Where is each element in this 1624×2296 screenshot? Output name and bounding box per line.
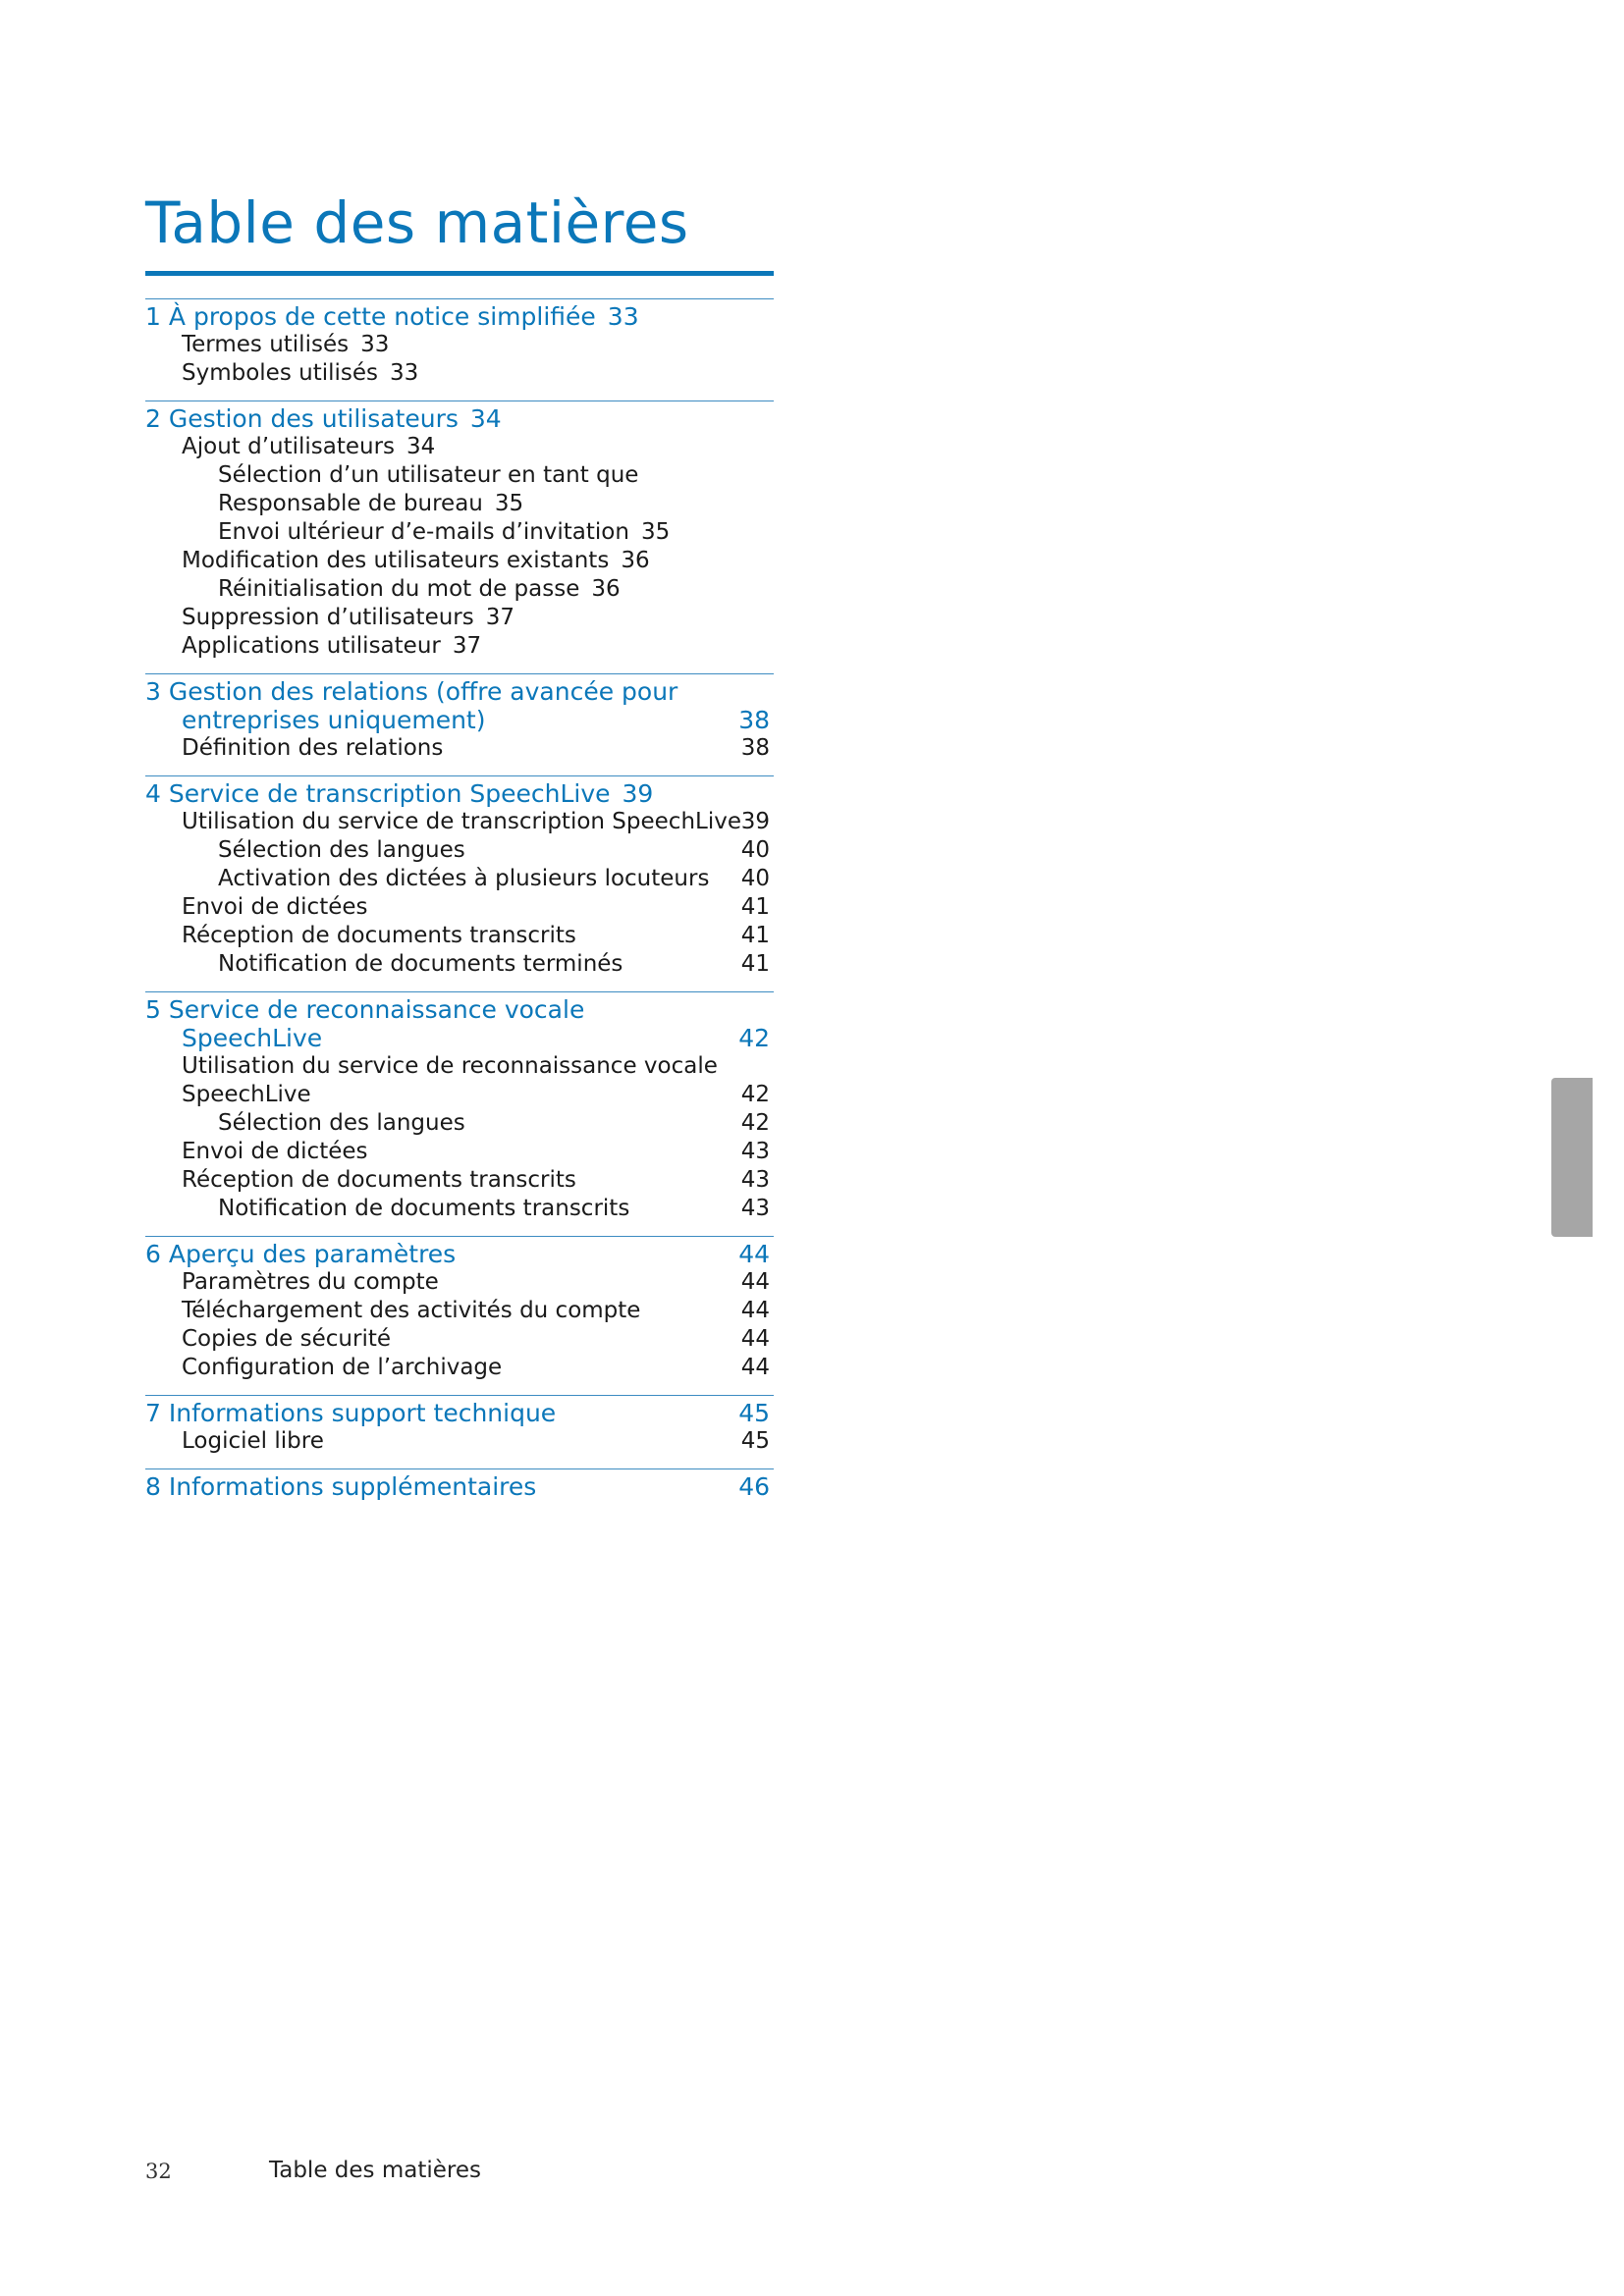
chapter-number: 1 [145,302,161,331]
toc-chapter-entry[interactable] [145,677,774,706]
toc-entry[interactable] [145,1081,774,1109]
toc-page-number: 38 [740,735,770,761]
toc-entry-title: Téléchargement des activités du compte [182,1298,641,1323]
toc-page-number: 33 [360,332,390,357]
toc-entry-title: Envoi de dictées [182,894,368,920]
toc-entry-title: Réception de documents transcrits [182,1167,576,1193]
toc-entry-title: Sélection d’un utilisateur en tant que [218,462,639,488]
toc-entry-title: Gestion des utilisateurs [168,404,459,433]
page-title: Table des matières [145,189,689,256]
toc-page-number: 42 [740,1110,770,1136]
toc-page-number: 38 [738,706,770,734]
toc-section [145,1395,774,1468]
toc-page-number: 35 [640,519,671,545]
toc-page-number: 44 [740,1355,770,1380]
toc-entry[interactable] [145,893,774,922]
toc-entry-title: Logiciel libre [182,1428,324,1454]
toc-page-number: 37 [452,633,482,659]
toc-entry-title: Copies de sécurité [182,1326,391,1352]
toc-entry-title: Suppression d’utilisateurs [182,605,474,630]
toc-page-number: 37 [485,605,515,630]
toc-entry-title: Gestion des relations (offre avancée pour [168,677,678,706]
toc-section [145,400,774,673]
toc-page-number: 43 [740,1196,770,1221]
toc-page-number: 35 [494,491,524,516]
toc-entry[interactable] [145,461,774,490]
toc-entry-title: Sélection des langues [218,837,465,863]
toc-entry-title: Réception de documents transcrits [182,923,576,948]
footer-page-number: 32 [145,2160,172,2183]
toc-page-number: 36 [621,548,650,573]
toc-page-number: 45 [740,1428,770,1454]
toc-page-number: 39 [622,779,654,808]
toc-page-number: 36 [591,576,621,602]
toc-entry[interactable] [145,1297,774,1325]
toc-entry-title: Paramètres du compte [182,1269,439,1295]
toc-chapter-entry[interactable] [145,404,774,433]
toc-page-number: 44 [738,1240,770,1268]
toc-chapter-entry[interactable] [145,302,774,331]
toc-entry-title: Symboles utilisés [182,360,379,386]
toc-entry[interactable] [145,1166,774,1195]
toc-chapter-entry[interactable] [145,779,774,808]
chapter-number: 3 [145,677,161,706]
toc-entry-title: Activation des dictées à plusieurs locuteurs [218,866,710,891]
toc-entry-title: Applications utilisateur [182,633,441,659]
toc-entry-title: Réinitialisation du mot de passe [218,576,580,602]
toc-page-number: 43 [740,1167,770,1193]
toc-section [145,775,774,991]
toc-entry[interactable] [145,1354,774,1382]
toc-section [145,1236,774,1395]
section-tab-marker [1551,1078,1593,1237]
toc-page-number: 42 [740,1082,770,1107]
toc-entry[interactable] [145,1138,774,1166]
toc-chapter-entry[interactable] [145,1472,774,1501]
toc-entry-title: Modification des utilisateurs existants [182,548,610,573]
toc-entry[interactable] [145,1427,774,1456]
toc-entry-title: Notification de documents transcrits [218,1196,630,1221]
toc-entry[interactable] [145,950,774,979]
chapter-number: 8 [145,1472,161,1501]
toc-chapter-entry[interactable] [145,706,774,734]
toc-page-number: 41 [740,923,770,948]
toc-entry-title: Termes utilisés [182,332,350,357]
toc-chapter-entry[interactable] [145,1240,774,1268]
toc-page-number: 34 [469,404,502,433]
toc-page-number: 42 [738,1024,770,1052]
toc-page-number: 44 [740,1326,770,1352]
toc-entry[interactable] [145,1195,774,1223]
toc-chapter-entry[interactable] [145,995,774,1024]
toc-page-number: 41 [740,951,770,977]
toc-entry[interactable] [145,865,774,893]
toc-entry[interactable] [145,632,774,661]
toc-entry-title: Envoi ultérieur d’e-mails d’invitation [218,519,629,545]
toc-page-number: 41 [740,894,770,920]
toc-entry-title: Définition des relations [182,735,444,761]
toc-entry-title: SpeechLive [182,1024,323,1052]
toc-entry-title: Sélection des langues [218,1110,465,1136]
toc-entry[interactable] [145,518,774,547]
toc-entry[interactable] [145,734,774,763]
toc-entry[interactable] [145,808,774,836]
toc-page-number: 44 [740,1269,770,1295]
chapter-number: 2 [145,404,161,433]
toc-entry-title: Aperçu des paramètres [168,1240,457,1268]
toc-page-number: 44 [740,1298,770,1323]
footer-title: Table des matières [269,2158,481,2183]
toc-entry[interactable] [145,1325,774,1354]
toc-entry-title: Responsable de bureau [218,491,483,516]
toc-entry-title: Ajout d’utilisateurs [182,434,396,459]
toc-page-number: 40 [740,866,770,891]
chapter-number: 5 [145,995,161,1024]
toc-chapter-entry[interactable] [145,1024,774,1052]
table-of-contents [145,298,774,1514]
toc-section [145,673,774,775]
toc-entry-title: Notification de documents terminés [218,951,623,977]
toc-entry-title: SpeechLive [182,1082,311,1107]
toc-page-number: 34 [406,434,436,459]
chapter-number: 7 [145,1399,161,1427]
toc-entry[interactable] [145,1052,774,1081]
toc-entry[interactable] [145,547,774,575]
chapter-number: 4 [145,779,161,808]
toc-entry[interactable] [145,922,774,950]
toc-entry-title: À propos de cette notice simplifiée [168,302,596,331]
toc-entry-title: Service de reconnaissance vocale [168,995,585,1024]
toc-entry[interactable] [145,359,774,388]
toc-entry-title: Informations supplémentaires [168,1472,537,1501]
toc-entry-title: Informations support technique [168,1399,557,1427]
toc-page-number: 40 [740,837,770,863]
toc-page-number: 33 [390,360,419,386]
toc-entry-title: Utilisation du service de transcription SpeechLive [182,809,741,834]
toc-entry[interactable] [145,331,774,359]
chapter-number: 6 [145,1240,161,1268]
title-rule [145,271,774,276]
toc-entry[interactable] [145,1268,774,1297]
toc-entry-title: Envoi de dictées [182,1139,368,1164]
toc-entry-title: Service de transcription SpeechLive [168,779,611,808]
toc-entry-title: Configuration de l’archivage [182,1355,503,1380]
toc-entry[interactable] [145,490,774,518]
toc-entry-title: entreprises uniquement) [182,706,486,734]
toc-entry[interactable] [145,1109,774,1138]
toc-entry[interactable] [145,604,774,632]
toc-page-number: 39 [740,809,770,834]
toc-page-number: 43 [740,1139,770,1164]
toc-section [145,298,774,400]
toc-entry[interactable] [145,836,774,865]
toc-entry[interactable] [145,575,774,604]
toc-section [145,1468,774,1514]
toc-section [145,991,774,1236]
toc-page-number: 46 [738,1472,770,1501]
toc-page-number: 45 [738,1399,770,1427]
toc-page-number: 33 [607,302,639,331]
toc-chapter-entry[interactable] [145,1399,774,1427]
toc-entry[interactable] [145,433,774,461]
toc-entry-title: Utilisation du service de reconnaissance vocale [182,1053,718,1079]
